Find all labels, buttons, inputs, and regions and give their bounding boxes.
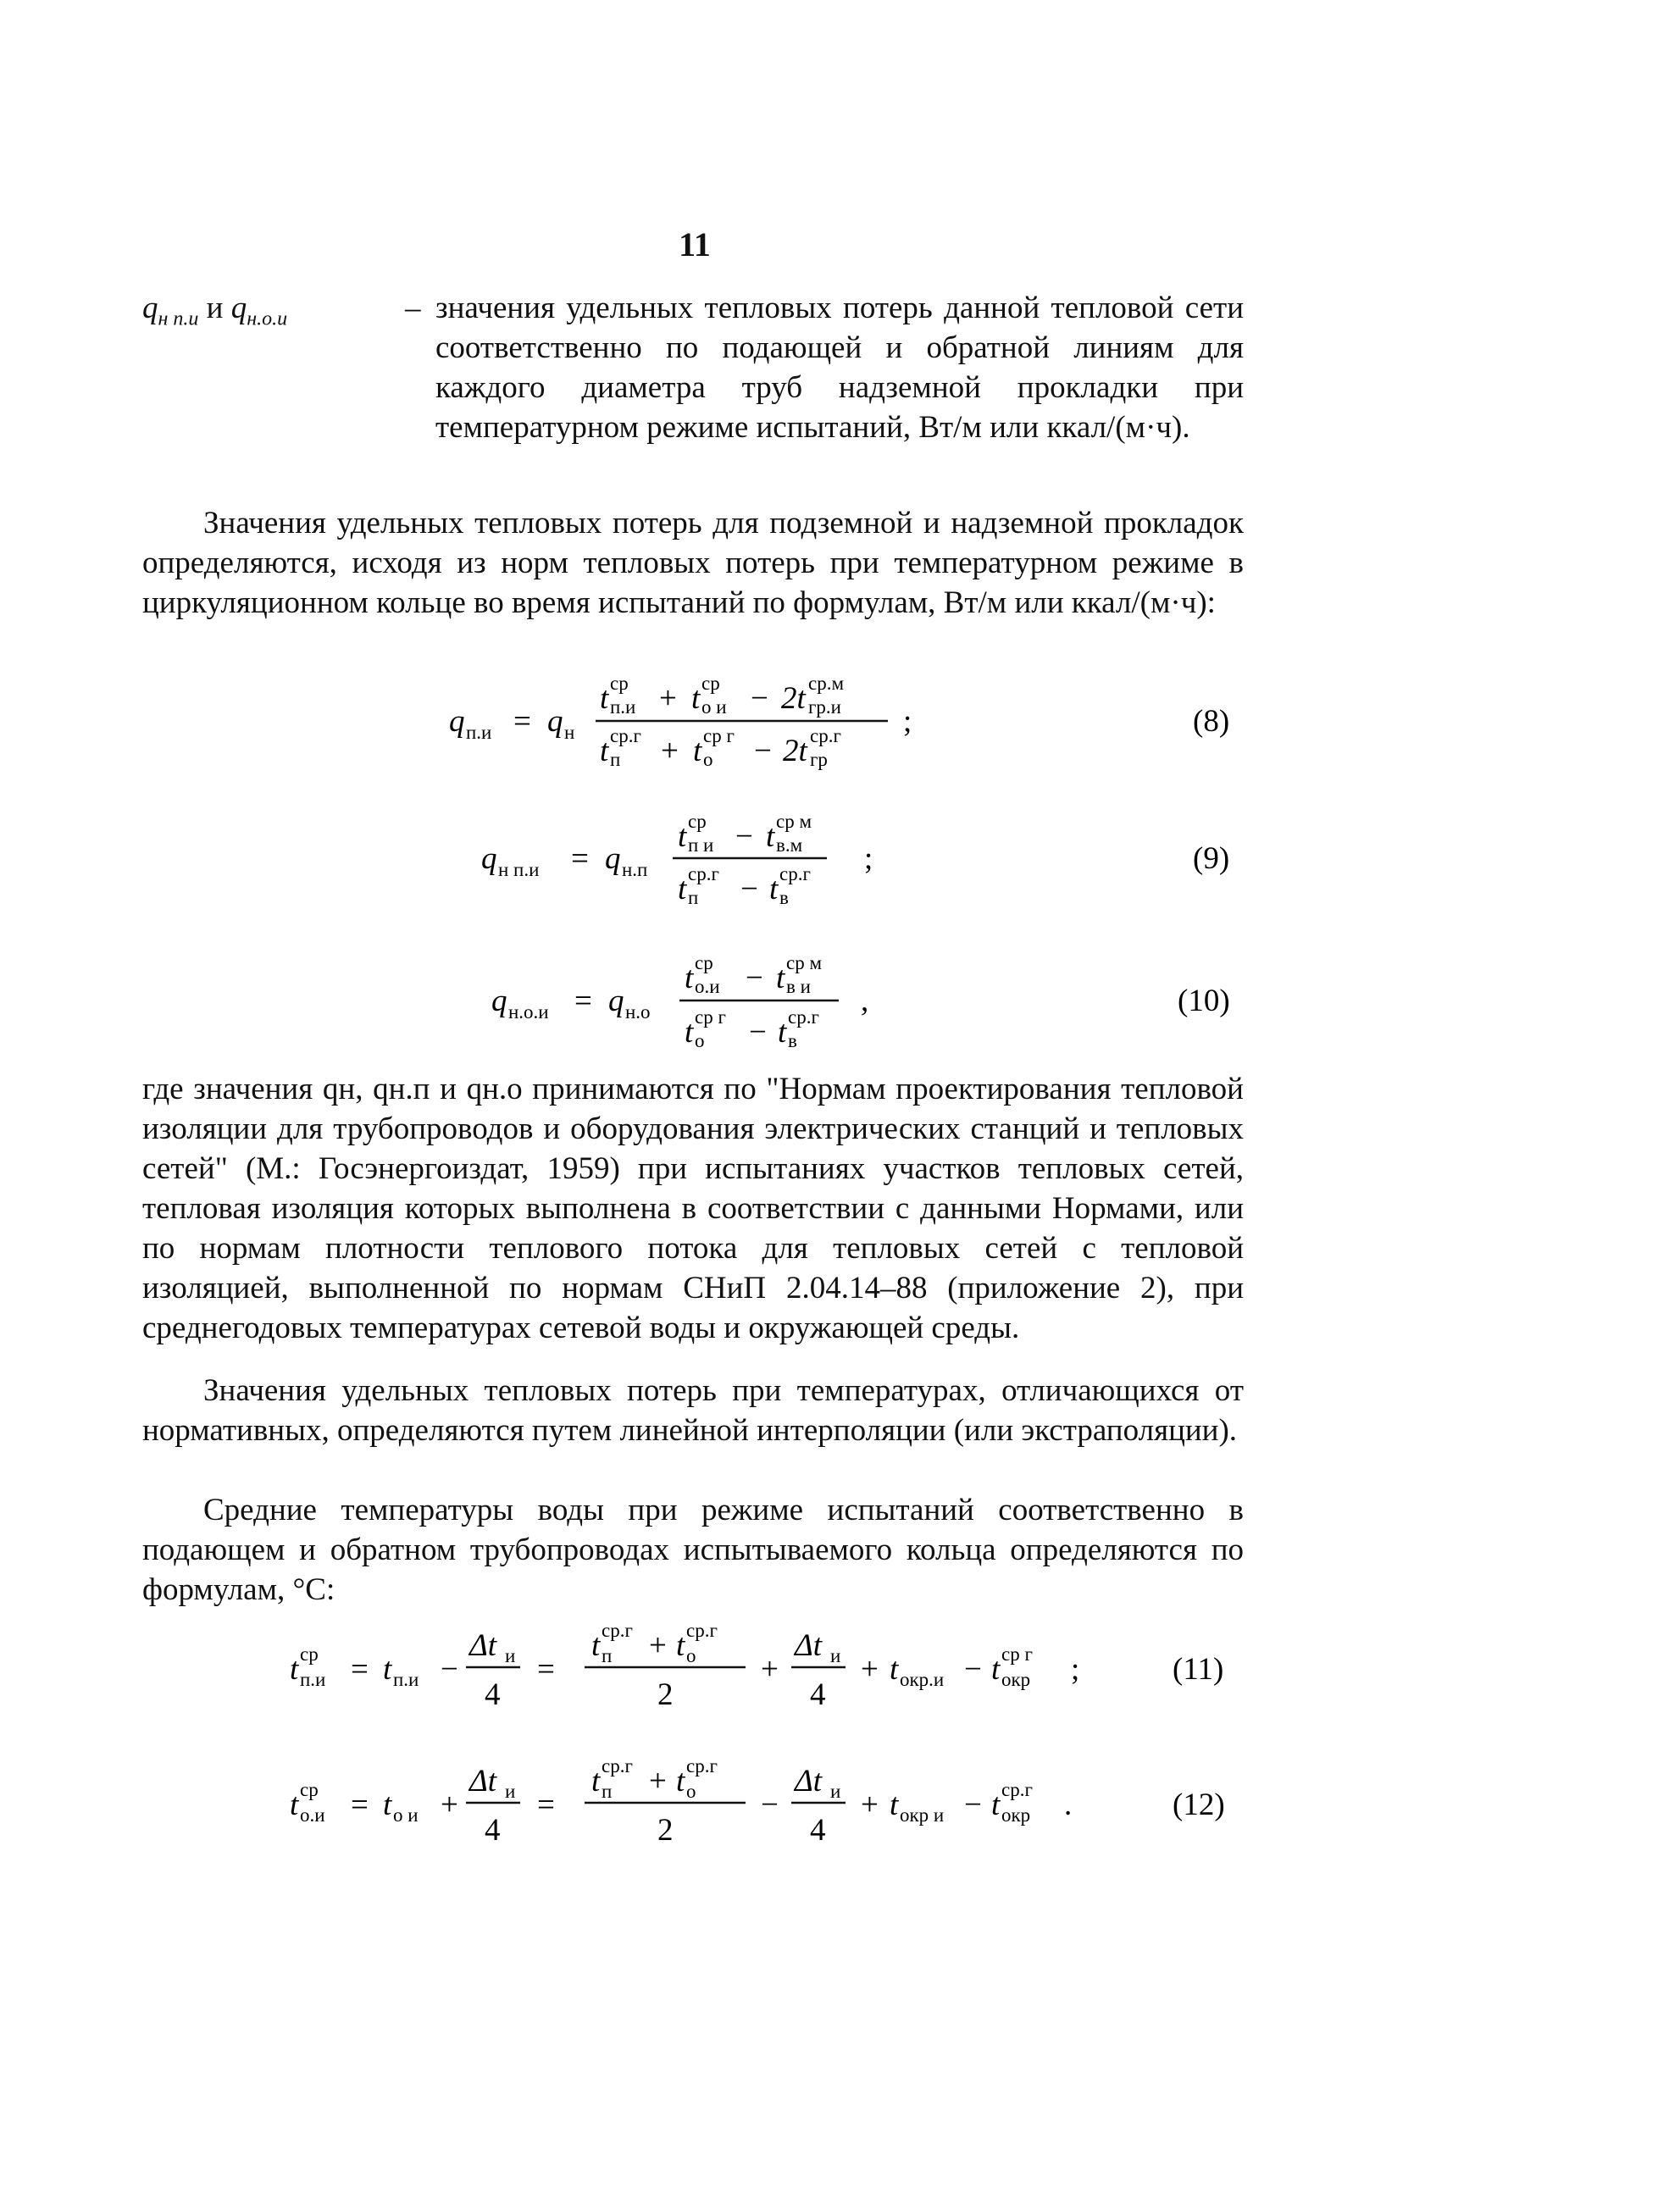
f9-num-a-sup: ср [688, 811, 707, 832]
f10-num-b-sub: в и [786, 976, 811, 997]
f12-frac2-num-b: t [676, 1764, 685, 1799]
f11-frac2-num-b-sup: ср.г [686, 1620, 718, 1641]
symbol-part: и [206, 291, 224, 325]
f12-frac1-den: 4 [485, 1813, 501, 1848]
f11-lhs-sup: ср [300, 1643, 319, 1665]
f8-lhs: q [449, 704, 465, 739]
f8-num-b-sub: о и [701, 696, 727, 718]
f12-t3-sub: окр [1001, 1804, 1031, 1826]
f8-den-b-sub: о [703, 749, 713, 770]
f12-t2-sub: окр и [900, 1804, 945, 1826]
f11-frac3-num: Δt [795, 1628, 822, 1663]
symbol-part: н.о.и [247, 308, 288, 330]
f12-t2: t [890, 1788, 899, 1822]
f9-end: ; [864, 841, 873, 876]
f11-t1-sub: п.и [393, 1669, 419, 1690]
f11-frac2-den: 2 [657, 1677, 674, 1712]
f8-num-minus: − [751, 681, 768, 716]
f10-den-minus: − [749, 1015, 767, 1050]
f11-frac2-num-b: t [676, 1628, 685, 1663]
f10-den-b-sub: в [788, 1030, 797, 1051]
f12-frac2-num-a-sub: п [602, 1781, 613, 1802]
f12-eq2: = [537, 1788, 555, 1822]
f12-t1: t [383, 1788, 392, 1822]
f8-den-a-sup: ср.г [610, 725, 641, 746]
f9-number: (9) [1193, 841, 1230, 876]
f11-frac2-num-b-sub: о [686, 1645, 696, 1666]
f12-op3: + [861, 1788, 879, 1822]
f9-den-b: t [769, 872, 779, 906]
f11-op3: + [861, 1652, 879, 1687]
f11-t2-sub: окр.и [900, 1669, 945, 1690]
symbol-definition [142, 288, 1244, 447]
f10-coef: q [608, 984, 624, 1018]
f12-frac3-num-sub: и [830, 1781, 841, 1802]
f12-frac2-num-b-sup: ср.г [686, 1755, 718, 1777]
f12-end: . [1064, 1788, 1073, 1822]
formula-8 [142, 661, 1244, 788]
f11-number: (11) [1173, 1652, 1224, 1687]
f11-lhs: t [290, 1652, 299, 1687]
f11-frac2-num-a-sub: п [602, 1645, 613, 1666]
f9-num-minus: − [735, 819, 753, 854]
f8-den-a: t [600, 734, 609, 768]
f9-lhs-sub: н п.и [498, 859, 540, 880]
symbol-part: q [142, 291, 158, 325]
f8-num-plus: + [659, 681, 677, 716]
f8-number: (8) [1193, 704, 1230, 739]
f11-frac3-den: 4 [810, 1677, 826, 1712]
f8-num-c-sup: ср.м [808, 673, 845, 694]
f8-den-b: t [693, 734, 702, 768]
f8-num-c: 2t [781, 681, 806, 716]
f11-frac2-num-a: t [591, 1628, 601, 1663]
f12-number: (12) [1173, 1788, 1225, 1822]
f10-num-minus: − [746, 961, 763, 995]
f8-num-b-sup: ср [701, 673, 720, 694]
definition-term [142, 288, 405, 447]
definition-text: значения удельных тепловых потерь данной тепловой сети соответственно по подающей и обратной линиям для каждого диаметра труб надземной прокладки при температурном режиме испытаний, Вт/м или ккал/(м·ч). [435, 291, 1244, 445]
f10-den-b: t [778, 1015, 787, 1050]
f10-num-a-sup: ср [695, 952, 713, 973]
f12-frac2-num-a-sup: ср.г [602, 1755, 633, 1777]
f11-frac2-plus: + [649, 1628, 667, 1663]
f10-num-a: t [685, 961, 694, 995]
f9-eq: = [571, 841, 589, 876]
f9-den-a: t [678, 872, 687, 906]
f10-number: (10) [1178, 984, 1230, 1018]
f8-num-b: t [691, 681, 701, 716]
f10-num-a-sub: о.и [695, 976, 720, 997]
f11-frac1-num-sub: и [505, 1645, 516, 1666]
f12-frac3-den: 4 [810, 1813, 826, 1848]
f12-t3-sup: ср.г [1001, 1779, 1033, 1800]
f11-lhs-sub: п.и [300, 1669, 326, 1690]
symbol-part: q [230, 291, 247, 325]
page-number: 11 [679, 225, 711, 263]
f12-op2: − [761, 1788, 779, 1822]
f11-t3-sub: окр [1001, 1669, 1031, 1690]
paragraph-interpolation: Значения удельных тепловых потерь при температурах, отличающихся от нормативных, определяются путем линейной интерполяции (или экстраполяции). [142, 1373, 1244, 1448]
f12-op4: − [964, 1788, 982, 1822]
f12-frac2-plus: + [649, 1764, 667, 1799]
f8-coef-sub: н [564, 722, 575, 743]
f9-coef-sub: н.п [622, 859, 648, 880]
f10-lhs: q [491, 984, 507, 1018]
f9-den-a-sub: п [688, 887, 699, 908]
f8-den-minus: − [754, 734, 772, 768]
f8-den-c-sub: гр [810, 749, 828, 770]
f8-den-plus: + [661, 734, 679, 768]
f11-frac2-num-a-sup: ср.г [602, 1620, 633, 1641]
f8-num-a: t [600, 681, 609, 716]
paragraph-mean-temperatures: Средние температуры воды при режиме испытаний соответственно в подающем и обратном трубопроводах испытываемого кольца определяются по формулам, °С: [142, 1493, 1244, 1607]
formula-9 [142, 801, 1244, 919]
f8-den-a-sub: п [610, 749, 621, 770]
f12-t3: t [991, 1788, 1001, 1822]
f12-op1: + [441, 1788, 458, 1822]
f9-num-b-sub: в.м [776, 834, 803, 856]
definition-dash: – [405, 291, 421, 325]
f9-num-b-sup: ср м [776, 811, 812, 832]
paragraph-intro: Значения удельных тепловых потерь для подземной и надземной прокладок определяются, исходя из норм тепловых потерь при температурном режиме в циркуляционном кольце во время испытаний по формулам, Вт/м или ккал/(м·ч): [142, 506, 1244, 620]
f11-frac3-num-sub: и [830, 1645, 841, 1666]
f11-frac1-num: Δt [469, 1628, 496, 1663]
f9-coef: q [605, 841, 621, 876]
f10-num-b-sup: ср м [786, 952, 823, 973]
f9-num-a: t [678, 819, 687, 854]
f11-t2: t [890, 1652, 899, 1687]
f12-t1-sub: о и [393, 1804, 419, 1826]
f9-den-b-sup: ср.г [779, 863, 811, 884]
f9-den-a-sup: ср.г [688, 863, 719, 884]
f12-frac2-num-b-sub: о [686, 1781, 696, 1802]
f8-num-c-sub: гр.и [808, 696, 841, 718]
f12-lhs-sub: о.и [300, 1804, 325, 1826]
formula-10 [142, 940, 1244, 1063]
f12-frac2-num-a: t [591, 1764, 601, 1799]
f11-frac1-den: 4 [485, 1677, 501, 1712]
f11-eq1: = [351, 1652, 369, 1687]
f10-end: , [861, 984, 869, 1018]
f9-lhs: q [481, 841, 497, 876]
f10-den-b-sup: ср.г [788, 1006, 819, 1028]
f8-num-a-sup: ср [610, 673, 629, 694]
f12-frac1-num: Δt [469, 1764, 496, 1799]
f12-frac2-den: 2 [657, 1813, 674, 1848]
f12-lhs: t [290, 1788, 299, 1822]
f10-eq: = [574, 984, 592, 1018]
f10-num-b: t [776, 961, 785, 995]
f12-eq1: = [351, 1788, 369, 1822]
f10-den-a-sup: ср г [695, 1006, 726, 1028]
f8-coef: q [547, 704, 563, 739]
paragraph-where: где значения qн, qн.п и qн.о принимаются по "Нормам проектирования тепловой изоляции для трубопроводов и оборудования электрических станций и тепловых сетей" (М.: Госэнергоиздат, 1959) при испытаниях участков тепловых сетей, тепловая изоляция которых выполнена в соответствии с данными Нормами, или по нормам плотности теплового потока для тепловых сетей с тепловой изоляцией, выполненной по нормам СНиП 2.04.14–88 (приложение 2), при среднегодовых температурах сетевой воды и окружающей среды. [142, 1072, 1244, 1345]
f11-op4: − [964, 1652, 982, 1687]
f11-t1: t [383, 1652, 392, 1687]
formula-12 [142, 1745, 1244, 1864]
f12-lhs-sup: ср [300, 1779, 319, 1800]
f11-op2: + [761, 1652, 779, 1687]
f11-end: ; [1071, 1652, 1080, 1687]
f9-num-b: t [766, 819, 775, 854]
f8-lhs-sub: п.и [466, 722, 492, 743]
f9-num-a-sub: п и [688, 834, 714, 856]
f10-den-a: t [685, 1015, 694, 1050]
f8-den-b-sup: ср г [703, 725, 735, 746]
f8-eq: = [513, 704, 531, 739]
f11-t3: t [991, 1652, 1001, 1687]
f8-end: ; [903, 704, 912, 739]
f11-t3-sup: ср г [1001, 1643, 1033, 1665]
f10-den-a-sub: о [695, 1030, 705, 1051]
f12-frac3-num: Δt [795, 1764, 822, 1799]
f11-eq2: = [537, 1652, 555, 1687]
f10-lhs-sub: н.о.и [508, 1001, 549, 1023]
f9-den-minus: − [740, 872, 758, 906]
f11-op1: − [441, 1652, 458, 1687]
f9-den-b-sub: в [779, 887, 789, 908]
f8-num-a-sub: п.и [610, 696, 636, 718]
f10-coef-sub: н.о [625, 1001, 651, 1023]
symbol-part: н п.и [158, 308, 199, 330]
f8-den-c: 2t [783, 734, 807, 768]
formula-11 [142, 1610, 1244, 1728]
f12-frac1-num-sub: и [505, 1781, 516, 1802]
f8-den-c-sup: ср.г [810, 725, 841, 746]
